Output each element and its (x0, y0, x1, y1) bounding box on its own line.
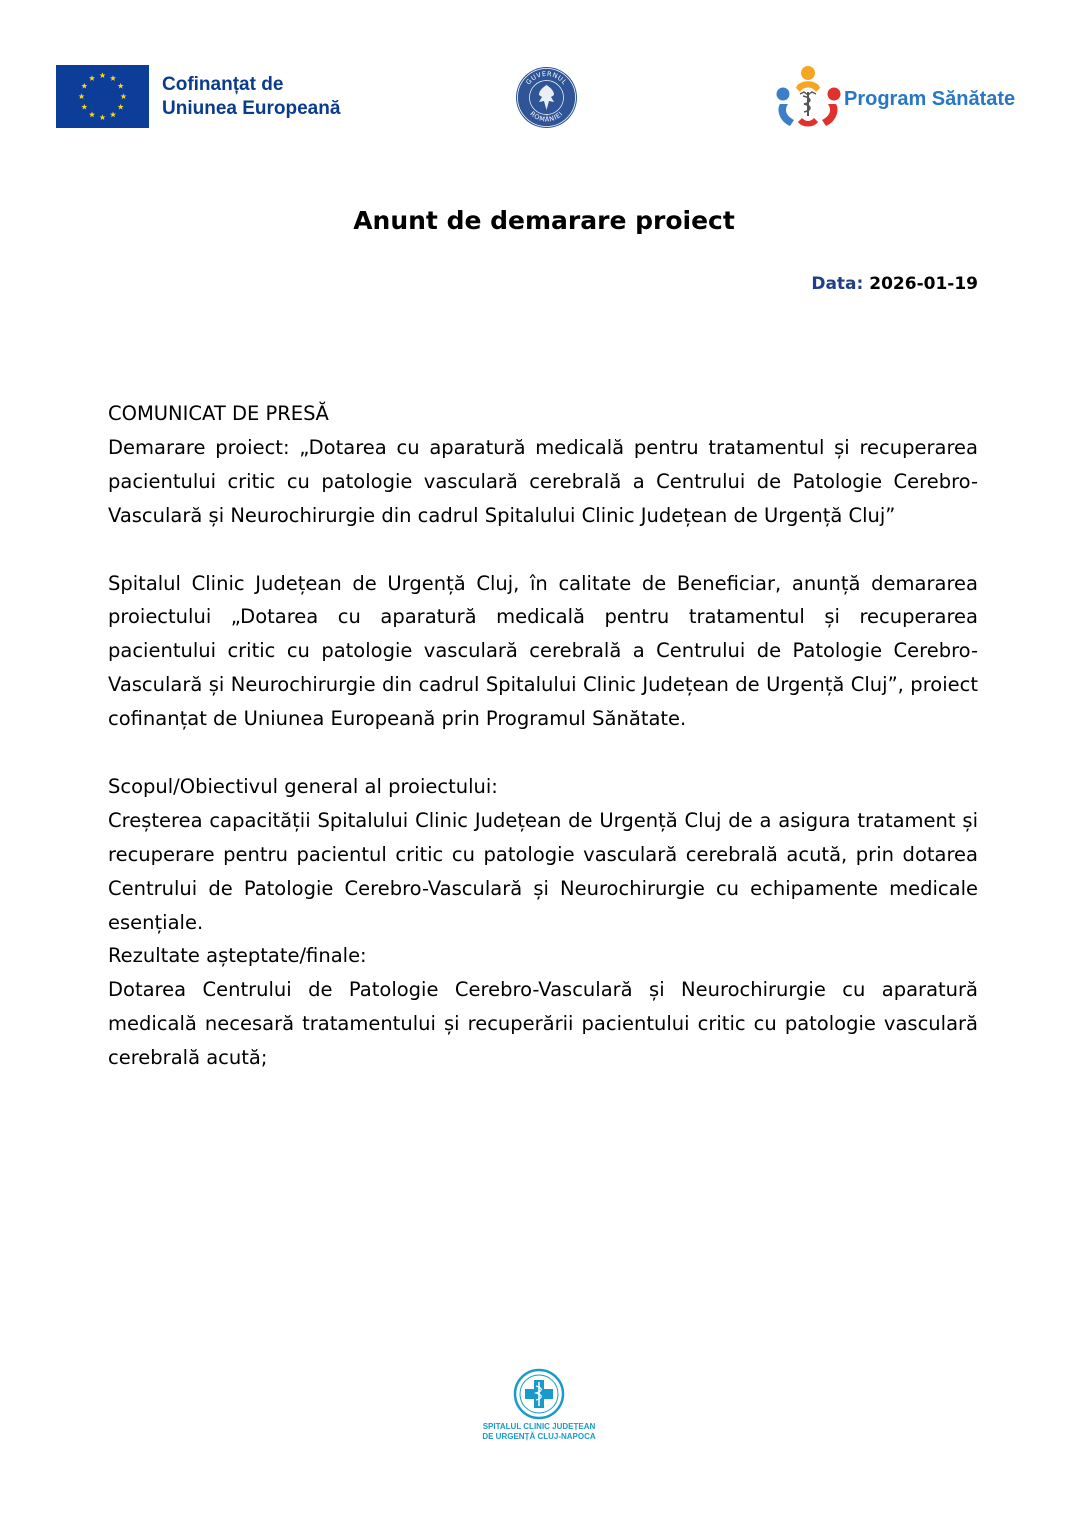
objective-text: Creșterea capacității Spitalului Clinic Județean de Urgență Cluj de a asigura tratament și recuperare pentru pacientul critic cu patologie vasculară cerebrală acută, prin dotarea Centrului de Patologie Cerebro-Vasculară și Neurochirurgie cu echipamente medicale esențiale. (108, 808, 978, 934)
eu-cofinancing-logo (56, 65, 340, 128)
results-text: Dotarea Centrului de Patologie Cerebro-Vasculară și Neurochirurgie cu aparatură medicală necesară tratamentului și recuperării pacientului critic cu patologie vasculară cerebrală acută; (108, 978, 978, 1070)
program-sanatate-text: Program Sănătate (844, 87, 1016, 110)
page-title: Anunt de demarare proiect (353, 206, 735, 235)
svg-text:ROMÂNIEI: ROMÂNIEI (528, 109, 565, 124)
document-date (811, 273, 978, 295)
objective-heading: Scopul/Obiectivul general al proiectului: (108, 774, 498, 798)
hospital-name (474, 1422, 604, 1442)
hospital-logo (474, 1368, 604, 1442)
eu-logo-text (162, 73, 340, 121)
eu-flag-icon (56, 65, 149, 128)
date-value: 2026-01-19 (869, 274, 978, 294)
svg-text:GUVERNUL: GUVERNUL (524, 69, 569, 87)
project-line: Demarare proiect: „Dotarea cu aparatură medicală pentru tratamentul și recuperarea pacientului critic cu patologie vasculară cerebrală a Centrului de Patologie Cerebro-Vasculară și Neurochirurgie din cadrul Spitalului Clinic Județean de Urgență Cluj” (108, 435, 978, 527)
announcement-paragraph: Spitalul Clinic Județean de Urgență Cluj, în calitate de Beneficiar, anunță demararea proiectului „Dotarea cu aparatură medicală pentru tratamentul și recuperarea pacientului critic cu patologie vasculară cerebrală a Centrului de Patologie Cerebro-Vasculară și Neurochirurgie din cadrul Spitalului Clinic Județean de Urgență Cluj”, proiect cofinanțat de Uniunea Europeană prin Programul Sănătate. (108, 571, 978, 731)
hospital-emblem-icon (513, 1368, 565, 1420)
government-seal-icon (515, 66, 578, 129)
program-sanatate-logo (774, 64, 1015, 132)
hospital-name-line2: DE URGENȚĂ CLUJ-NAPOCA (482, 1432, 596, 1441)
eu-logo-text-line2: Uniunea Europeană (162, 97, 341, 119)
press-release-heading: COMUNICAT DE PRESĂ (108, 402, 329, 425)
program-sanatate-icon (774, 64, 842, 132)
eu-logo-text-line1: Cofinanțat de (162, 73, 284, 95)
date-label: Data: (811, 274, 864, 294)
results-heading: Rezultate așteptate/finale: (108, 944, 367, 968)
hospital-name-line1: SPITALUL CLINIC JUDEȚEAN (482, 1422, 596, 1431)
press-release-body (108, 397, 978, 1075)
